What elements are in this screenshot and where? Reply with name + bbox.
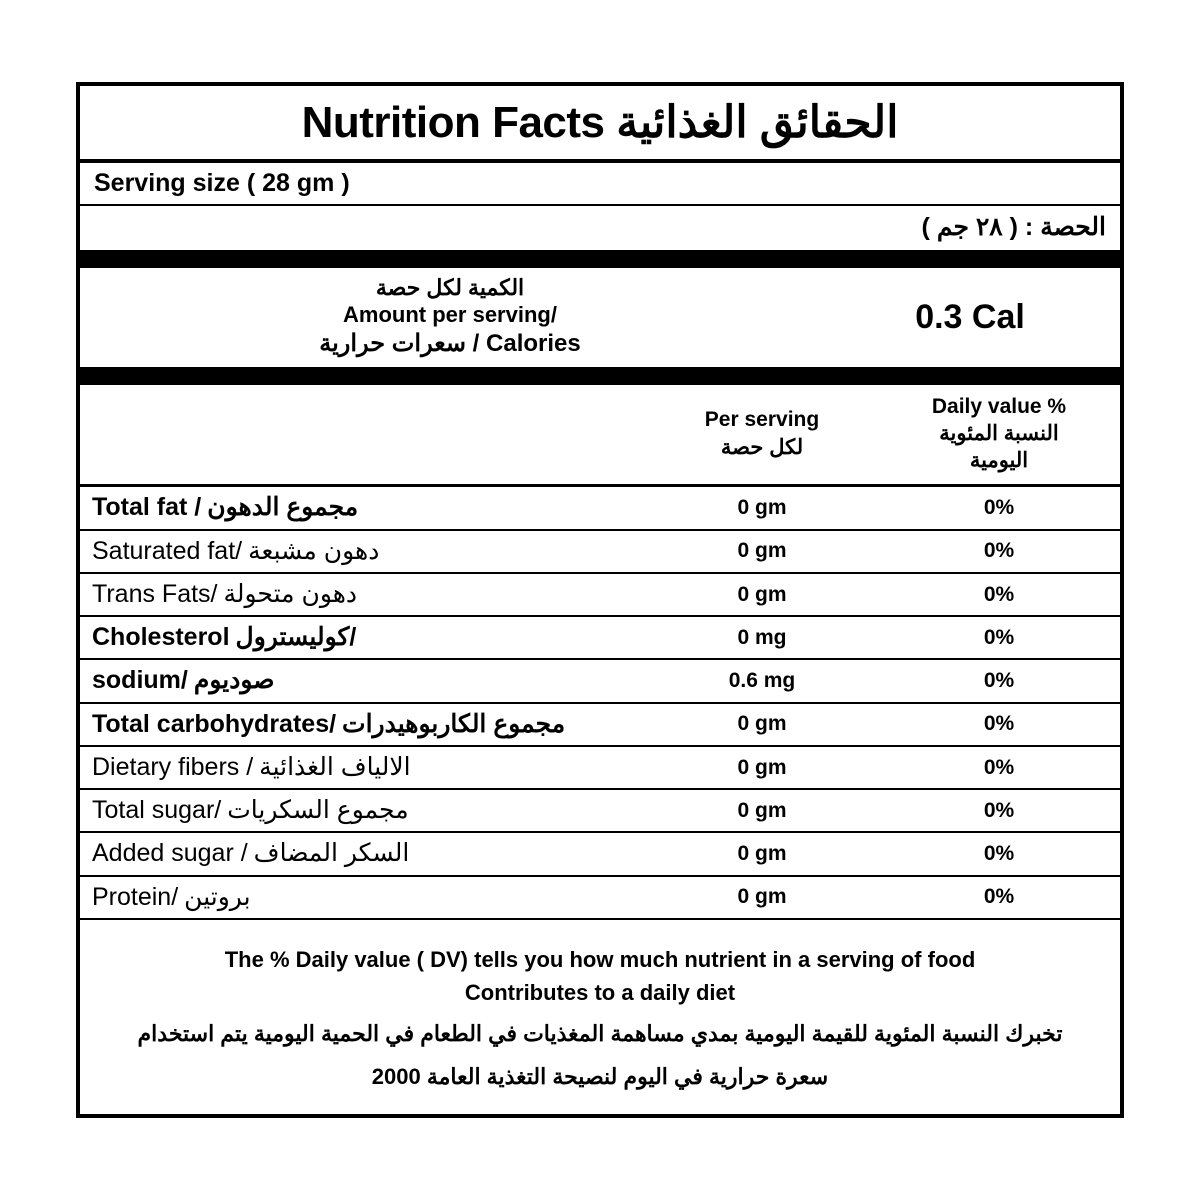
daily-value: 0% xyxy=(983,496,1015,520)
nutrient-name-ar: /كوليسترول xyxy=(235,623,357,652)
daily-value: 0% xyxy=(983,669,1015,693)
nutrient-name-ar: السكر المضاف xyxy=(253,839,410,868)
label-title-row xyxy=(80,86,1120,163)
per-serving-value: 0 gm xyxy=(737,885,787,909)
header-per-serving-cell xyxy=(646,385,878,485)
nutrient-name-cell xyxy=(80,704,646,745)
calories-label xyxy=(90,329,810,359)
footnote-ar-line-2: سعرة حرارية في اليوم لنصيحة التغذية العامة 2000 xyxy=(371,1064,829,1090)
per-serving-value: 0 gm xyxy=(737,582,787,606)
nutrient-name-en: Trans Fats/ xyxy=(92,579,218,608)
header-daily-value-ar-1: النسبة المئوية xyxy=(939,421,1059,445)
table-row xyxy=(80,790,1120,833)
per-serving-value: 0.6 mg xyxy=(728,669,796,693)
serving-size-arabic: الحصة : ( ٢٨ جم ) xyxy=(80,206,1120,268)
nutrient-added-sugar xyxy=(92,838,409,869)
header-per-serving-en: Per serving xyxy=(704,408,820,432)
per-serving-value: 0 gm xyxy=(737,712,787,736)
nutrient-name-ar: بروتين xyxy=(184,882,251,911)
nutrient-name-en: Saturated fat/ xyxy=(92,536,243,565)
daily-value: 0% xyxy=(983,582,1015,606)
per-serving-value: 0 mg xyxy=(737,625,787,649)
nutrient-name-ar: الالياف الغذائية xyxy=(259,752,411,781)
nutrient-name-ar: مجموع الكاربوهيدرات xyxy=(342,709,566,738)
nutrition-facts-panel xyxy=(76,82,1124,1118)
nutrient-sodium xyxy=(92,665,274,696)
nutrient-name-en: Total fat / xyxy=(92,493,202,522)
daily-value: 0% xyxy=(983,842,1015,866)
header-daily-value-ar-2: اليومية xyxy=(969,449,1029,473)
header-daily-value-cell xyxy=(878,385,1120,485)
nutrient-protein xyxy=(92,882,251,913)
nutrient-name-cell xyxy=(80,617,646,658)
table-row xyxy=(80,704,1120,747)
nutrient-name-ar: دهون مشبعة xyxy=(248,536,380,565)
header-name-cell xyxy=(80,385,646,485)
header-daily-value-en: Daily value % xyxy=(931,394,1067,418)
daily-value: 0% xyxy=(983,755,1015,779)
nutrient-name-en: Total carbohydrates/ xyxy=(92,709,337,738)
per-serving-value: 0 gm xyxy=(737,798,787,822)
footnote-en-line-2: Contributes to a daily diet xyxy=(464,979,736,1005)
footnote-ar-line-1: تخبرك النسبة المئوية للقيمة اليومية بمدي مساهمة المغذيات في الطعام في الحمية اليومية يتم استخدام xyxy=(137,1021,1063,1047)
nutrient-name-en: Total sugar/ xyxy=(92,796,222,825)
nutrient-name-ar: مجموع السكريات xyxy=(227,796,409,825)
nutrient-name-ar: صوديوم xyxy=(193,666,275,695)
calories-row xyxy=(80,268,1120,385)
nutrient-trans-fats xyxy=(92,579,357,610)
table-row xyxy=(80,877,1120,920)
nutrient-name-en: Cholesterol xyxy=(92,623,230,652)
nutrient-name-cell xyxy=(80,877,646,918)
nutrient-name-cell xyxy=(80,531,646,572)
nutrient-name-cell xyxy=(80,790,646,831)
calories-label-arabic: سعرات حرارية / xyxy=(319,329,480,357)
serving-size-english: Serving size ( 28 gm ) xyxy=(80,163,1120,206)
table-row xyxy=(80,617,1120,660)
daily-value: 0% xyxy=(983,712,1015,736)
nutrient-name-en: sodium/ xyxy=(92,666,188,695)
nutrient-name-ar: مجموع الدهون xyxy=(207,493,359,522)
nutrient-name-cell xyxy=(80,487,646,528)
amount-per-serving-arabic: الكمية لكل حصة xyxy=(375,274,525,300)
nutrient-cholesterol xyxy=(92,622,356,653)
per-serving-value: 0 gm xyxy=(737,539,787,563)
footnote-en-line-1: The % Daily value ( DV) tells you how much nutrient in a serving of food xyxy=(224,946,976,972)
calories-labels xyxy=(80,268,820,367)
amount-per-serving-label xyxy=(90,274,810,302)
page-title: Nutrition Facts الحقائق الغذائية xyxy=(301,98,899,147)
daily-value: 0% xyxy=(983,885,1015,909)
nutrient-name-cell xyxy=(80,660,646,701)
daily-value: 0% xyxy=(983,539,1015,563)
nutrient-dietary-fibers xyxy=(92,752,411,783)
nutrient-name-en: Protein/ xyxy=(92,882,179,911)
nutrient-name-ar: دهون متحولة xyxy=(223,579,358,608)
nutrient-total-carbohydrates xyxy=(92,709,565,740)
nutrients-table xyxy=(80,385,1120,920)
daily-value-footnote xyxy=(80,920,1120,1114)
calories-label-english: Calories xyxy=(486,329,581,357)
table-row xyxy=(80,747,1120,790)
per-serving-value: 0 gm xyxy=(737,842,787,866)
amount-per-serving-english: Amount per serving/ xyxy=(343,302,557,328)
nutrient-name-en: Dietary fibers / xyxy=(92,752,254,781)
daily-value: 0% xyxy=(983,625,1015,649)
table-header-row xyxy=(80,385,1120,488)
table-row xyxy=(80,574,1120,617)
table-row xyxy=(80,660,1120,703)
nutrient-name-en: Added sugar / xyxy=(92,839,248,868)
per-serving-value: 0 gm xyxy=(737,755,787,779)
nutrient-total-sugar xyxy=(92,795,409,826)
nutrient-name-cell xyxy=(80,747,646,788)
nutrient-name-cell xyxy=(80,574,646,615)
nutrient-saturated-fat xyxy=(92,536,379,567)
nutrient-total-fat xyxy=(92,492,358,523)
table-row xyxy=(80,487,1120,530)
table-row xyxy=(80,531,1120,574)
daily-value: 0% xyxy=(983,798,1015,822)
table-row xyxy=(80,833,1120,876)
per-serving-value: 0 gm xyxy=(737,496,787,520)
calories-value: 0.3 Cal xyxy=(915,297,1025,336)
header-per-serving-ar: لكل حصة xyxy=(720,435,804,459)
nutrient-name-cell xyxy=(80,833,646,874)
